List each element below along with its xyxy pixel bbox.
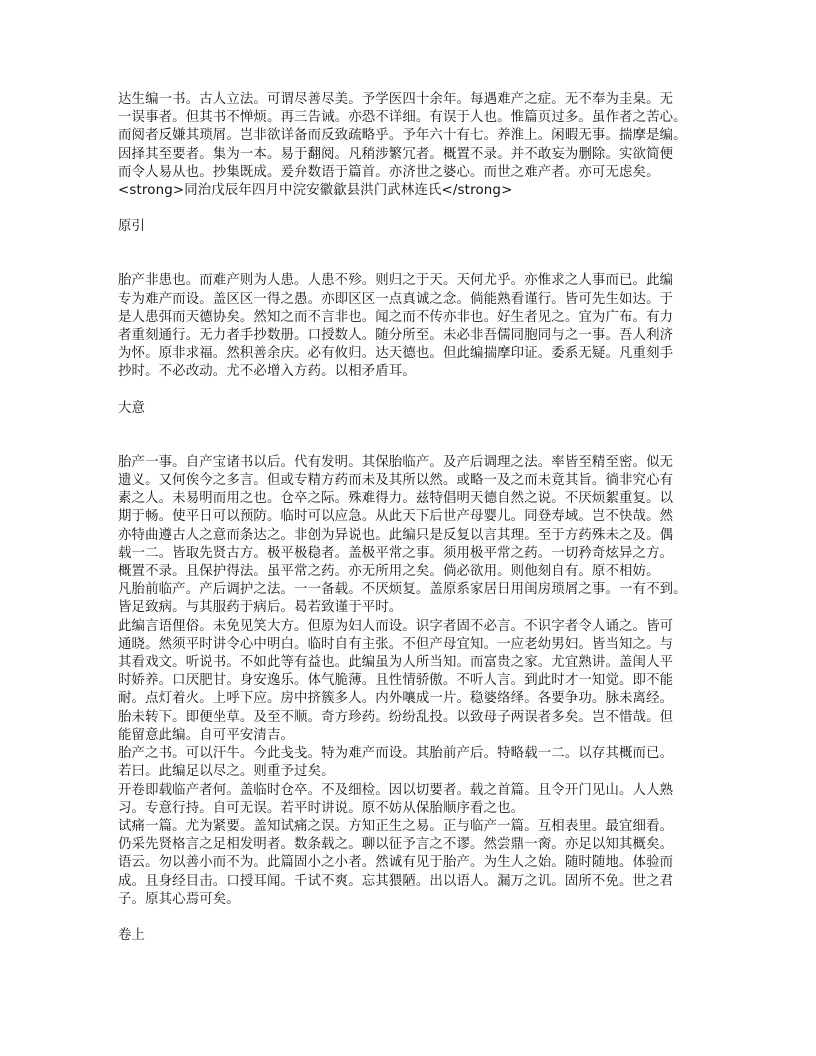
text-line: 因择其至要者。集为一本。易于翻阅。凡稍涉繁冗者。概置不录。并不敢妄为删除。实欲简便 (118, 146, 674, 162)
text-line: 仍采先贤格言之足相发明者。数条载之。聊以征予言之不谬。然尝鼎一脔。亦足以知其概矣。 (118, 837, 674, 853)
text-line: 胎产一事。自产宝诸书以后。代有发明。其保胎临产。及产后调理之法。率皆至精至密。似无 (118, 454, 674, 470)
text-line: 为怀。原非求福。然积善余庆。必有攸归。达天德也。但此编揣摩印证。委系无疑。凡重刻手 (118, 346, 674, 362)
text-line: 开卷即载临产者何。盖临时仓卒。不及细检。因以切要者。载之首篇。且令开门见山。人人熟 (118, 782, 674, 798)
text-line: 而令人易从也。抄集既成。爰弁数语于篇首。亦济世之婆心。而世之难产者。亦可无虑矣。 (118, 164, 660, 180)
text-line: 载一二。皆取先贤古方。极平极稳者。盖极平常之事。须用极平常之药。一切矜奇炫异之方。 (118, 545, 674, 561)
text-line: 胎产之书。可以汗牛。今此戋戋。特为难产而设。其胎前产后。特略载一二。以存其概而已。 (118, 746, 674, 762)
text-line: 胎未转下。即便坐草。及至不顺。奇方珍药。纷纷乱投。以致母子两误者多矣。岂不惜哉。但 (118, 709, 674, 725)
text-line: 语云。勿以善小而不为。此篇固小之小者。然诚有见于胎产。为生人之始。随时随地。体验而 (118, 855, 674, 871)
text-line: 通晓。然须平时讲令心中明白。临时自有主张。不但产母宜知。一应老幼男妇。皆当知之。与 (118, 636, 674, 652)
text-line: 素之人。未易明而用之也。仓卒之际。殊难得力。兹特倡明天德自然之说。不厌烦絮重复。以 (118, 491, 674, 507)
text-line: 能留意此编。自可平安清吉。 (118, 727, 295, 743)
text-line: 专为难产而设。盖区区一得之愚。亦即区区一点真诚之念。倘能熟看谨行。皆可先生如达。于 (118, 291, 674, 307)
text-line: 一误事者。但其书不惮烦。再三告诫。亦恐不详细。有误于人也。惟篇页过多。虽作者之苦心。 (118, 110, 687, 126)
dayi-paragraph (118, 454, 708, 909)
text-line: 其看戏文。听说书。不如此等有益也。此编虽为人所当知。而富贵之家。尤宜熟讲。盖闺人平 (118, 655, 674, 671)
yuanyin-paragraph (118, 272, 708, 381)
text-line: 若曰。此编足以尽之。则重予过矣。 (118, 764, 335, 780)
section-heading-yuanyin: 原引 (118, 219, 146, 235)
text-line: 亦特曲遵古人之意而条达之。非创为异说也。此编只是反复以言其理。至于方药殊未之及。偶 (118, 527, 674, 543)
text-line: 而阅者反嫌其琐屑。岂非欲详备而反致疏略乎。予年六十有七。养淮上。闲暇无事。揣摩是编。 (118, 128, 687, 144)
text-line: 成。且身经目击。口授耳闻。千试不爽。忘其猥陋。出以语人。漏万之讥。固所不免。世之君 (118, 873, 674, 889)
text-line: 抄时。不必改动。尤不必增入方药。以相矛盾耳。 (118, 364, 416, 380)
text-line: 胎产非患也。而难产则为人患。人患不殄。则归之于天。天何尤乎。亦惟求之人事而已。此编 (118, 273, 674, 289)
preface-paragraph (118, 91, 708, 200)
text-line: 此编言语俚俗。未免见笑大方。但原为妇人而设。识字者固不必言。不识字者令人诵之。皆可 (118, 618, 674, 634)
text-line: 者重刻通行。无力者手抄数册。口授数人。随分所至。未必非吾儒同胞同与之一事。吾人利济 (118, 328, 674, 344)
text-line: 皆足致病。与其服药于病后。曷若致谨于平时。 (118, 600, 403, 616)
text-line: 子。原其心焉可矣。 (118, 891, 240, 907)
text-line: 凡胎前临产。产后调护之法。一一备载。不厌烦复。盖原系家居日用闺房琐屑之事。一有不到。 (118, 582, 687, 598)
text-line: 是人患弭而天德协矣。然知之而不言非也。闻之而不传亦非也。好生者见之。宜为广布。有力 (118, 309, 674, 325)
text-line: 概置不录。且保护得法。虽平常之药。亦无所用之矣。倘必欲用。则他刻自有。原不相妨。 (118, 564, 660, 580)
signature-line: <strong>同治戊辰年四月中浣安徽歙县洪门武林连氏</strong> (118, 183, 513, 199)
text-line: 耐。点灯着火。上呼下应。房中挤簇多人。内外嚷成一片。稳婆络绎。各要争功。脉未离经。 (118, 691, 674, 707)
text-line: 试痛一篇。尤为紧要。盖知试痛之误。方知正生之易。正与临产一篇。互相表里。最宜细看。 (118, 818, 674, 834)
text-line: 习。专意行持。自可无误。若平时讲说。原不妨从保胎顺序看之也。 (118, 800, 525, 816)
document-page (118, 91, 708, 945)
text-line: 遗义。又何俟今之多言。但或专精方药而未及其所以然。或略一及之而未竟其旨。徜非究心有 (118, 473, 674, 489)
section-heading-juanshang: 卷上 (118, 927, 146, 943)
section-heading-dayi: 大意 (118, 400, 146, 416)
text-line: 期于畅。使平日可以预防。临时可以应急。从此天下后世产母婴儿。同登寿域。岂不快哉。然 (118, 509, 674, 525)
text-line: 达生编一书。古人立法。可谓尽善尽美。予学医四十余年。每遇难产之症。无不奉为圭臬。无 (118, 92, 674, 107)
text-line: 时娇养。口厌肥甘。身安逸乐。体气脆薄。且性情骄傲。不听人言。到此时才一知觉。即不能 (118, 673, 674, 689)
